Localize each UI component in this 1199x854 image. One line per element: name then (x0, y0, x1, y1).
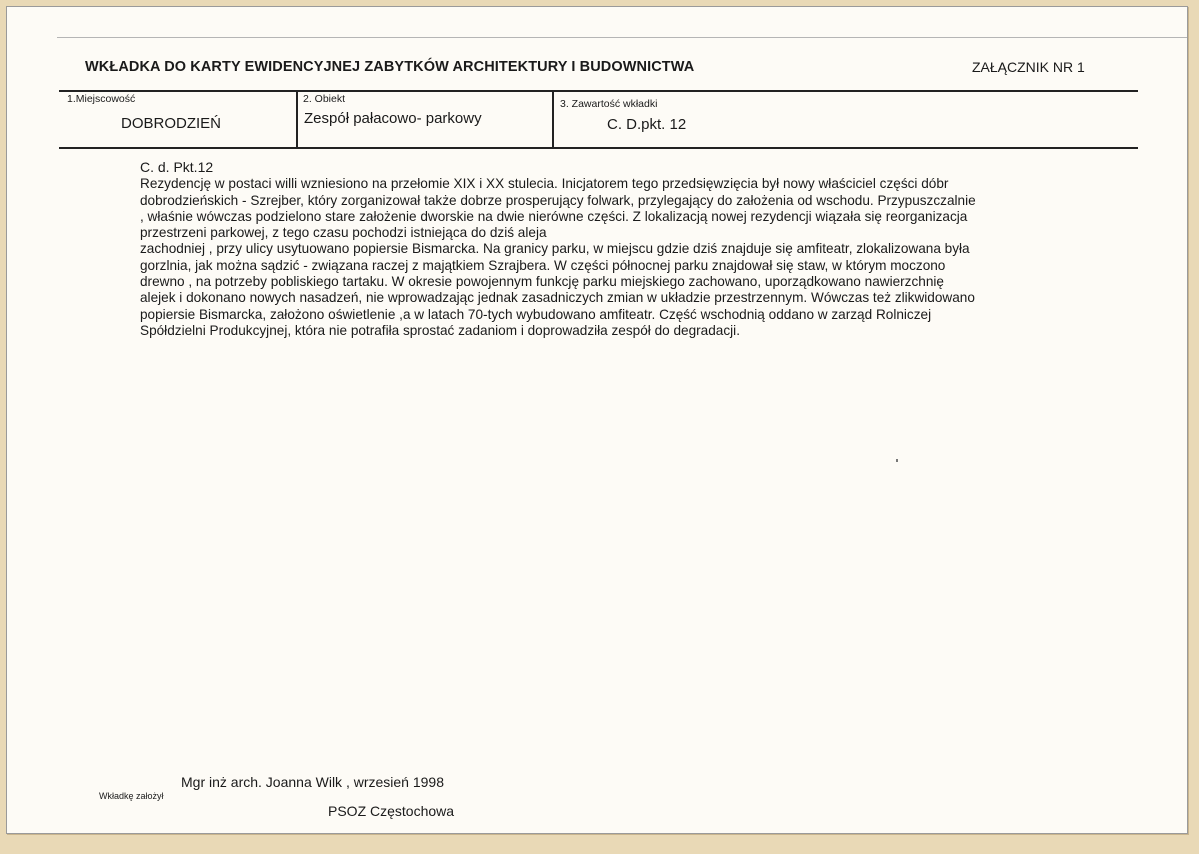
paper-speck (896, 459, 898, 462)
body-line: gorzlnia, jak można sądzić - związana raczej z majątkiem Szrajbera. W części północnej parku znajdował się staw, w którym moczono (140, 257, 946, 273)
object-label: 2. Obiekt (303, 93, 346, 105)
object-value: Zespół pałacowo- parkowy (304, 110, 482, 127)
body-line: dobrodzieńskich - Szrejber, który zorganizował także dobrze prosperujący folwark, przylegający do założenia od wschodu. Przypuszczalnie (140, 192, 976, 208)
body-line: drewno , na potrzeby pobliskiego tartaku. W okresie powojennym funkcję parku miejskiego zachowano, uporządkowano nawierzchnię (140, 274, 944, 290)
document-title: WKŁADKA DO KARTY EWIDENCYJNEJ ZABYTKÓW ARCHITEKTURY I BUDOWNICTWA (85, 59, 695, 75)
signer-line: Mgr inż arch. Joanna Wilk , wrzesień 1998 (181, 774, 444, 790)
form-column-divider-2 (552, 92, 554, 147)
founder-label: Wkładkę założył (99, 791, 164, 801)
annex-number: ZAŁĄCZNIK NR 1 (972, 59, 1085, 75)
locality-value: DOBRODZIEŃ (121, 115, 222, 132)
body-line: popiersie Bismarcka, założono oświetlenie ,a w latach 70-tych wybudowano amfiteatr. Część wschodnią oddano w zarząd Rolniczej (140, 306, 932, 322)
locality-label: 1.Miejscowość (67, 93, 136, 105)
office-name: PSOZ Częstochowa (328, 803, 455, 819)
form-table-bottom-rule (59, 147, 1138, 149)
body-heading: C. d. Pkt.12 (140, 159, 214, 175)
body-line: alejek i dokonano nowych nasadzeń, nie wprowadzając jednak zasadniczych zmian w układzie przestrzennym. Wówczas też zlikwidowano (140, 290, 975, 306)
body-line: Rezydencję w postaci willi wzniesiono na przełomie XIX i XX stulecia. Inicjatorem tego przedsięwzięcia był nowy właściciel części dóbr (140, 176, 949, 192)
document-sheet (6, 6, 1188, 834)
body-line: zachodniej , przy ulicy usytuowano popiersie Bismarcka. Na granicy parku, w miejscu gdzie dziś znajduje się amfiteatr, zlokalizowana była (140, 241, 970, 257)
form-column-divider-1 (296, 92, 298, 147)
content-value: C. D.pkt. 12 (607, 116, 687, 133)
body-line: , właśnie wówczas podzielono stare założenie dworskie na dwie nierówne części. Z lokalizacją nowej rezydencji wiązała się reorganizacja (140, 208, 968, 224)
form-table-top-rule (59, 90, 1138, 92)
document-body (140, 159, 1140, 339)
content-label: 3. Zawartość wkładki (560, 98, 658, 110)
body-line: Spółdzielni Produkcyjnej, która nie potrafiła sprostać zadaniom i doprowadziła zespół do degradacji. (140, 322, 740, 338)
body-line: przestrzeni parkowej, z tego czasu pochodzi istniejąca do dziś aleja (140, 225, 547, 241)
top-margin-line (57, 37, 1187, 38)
